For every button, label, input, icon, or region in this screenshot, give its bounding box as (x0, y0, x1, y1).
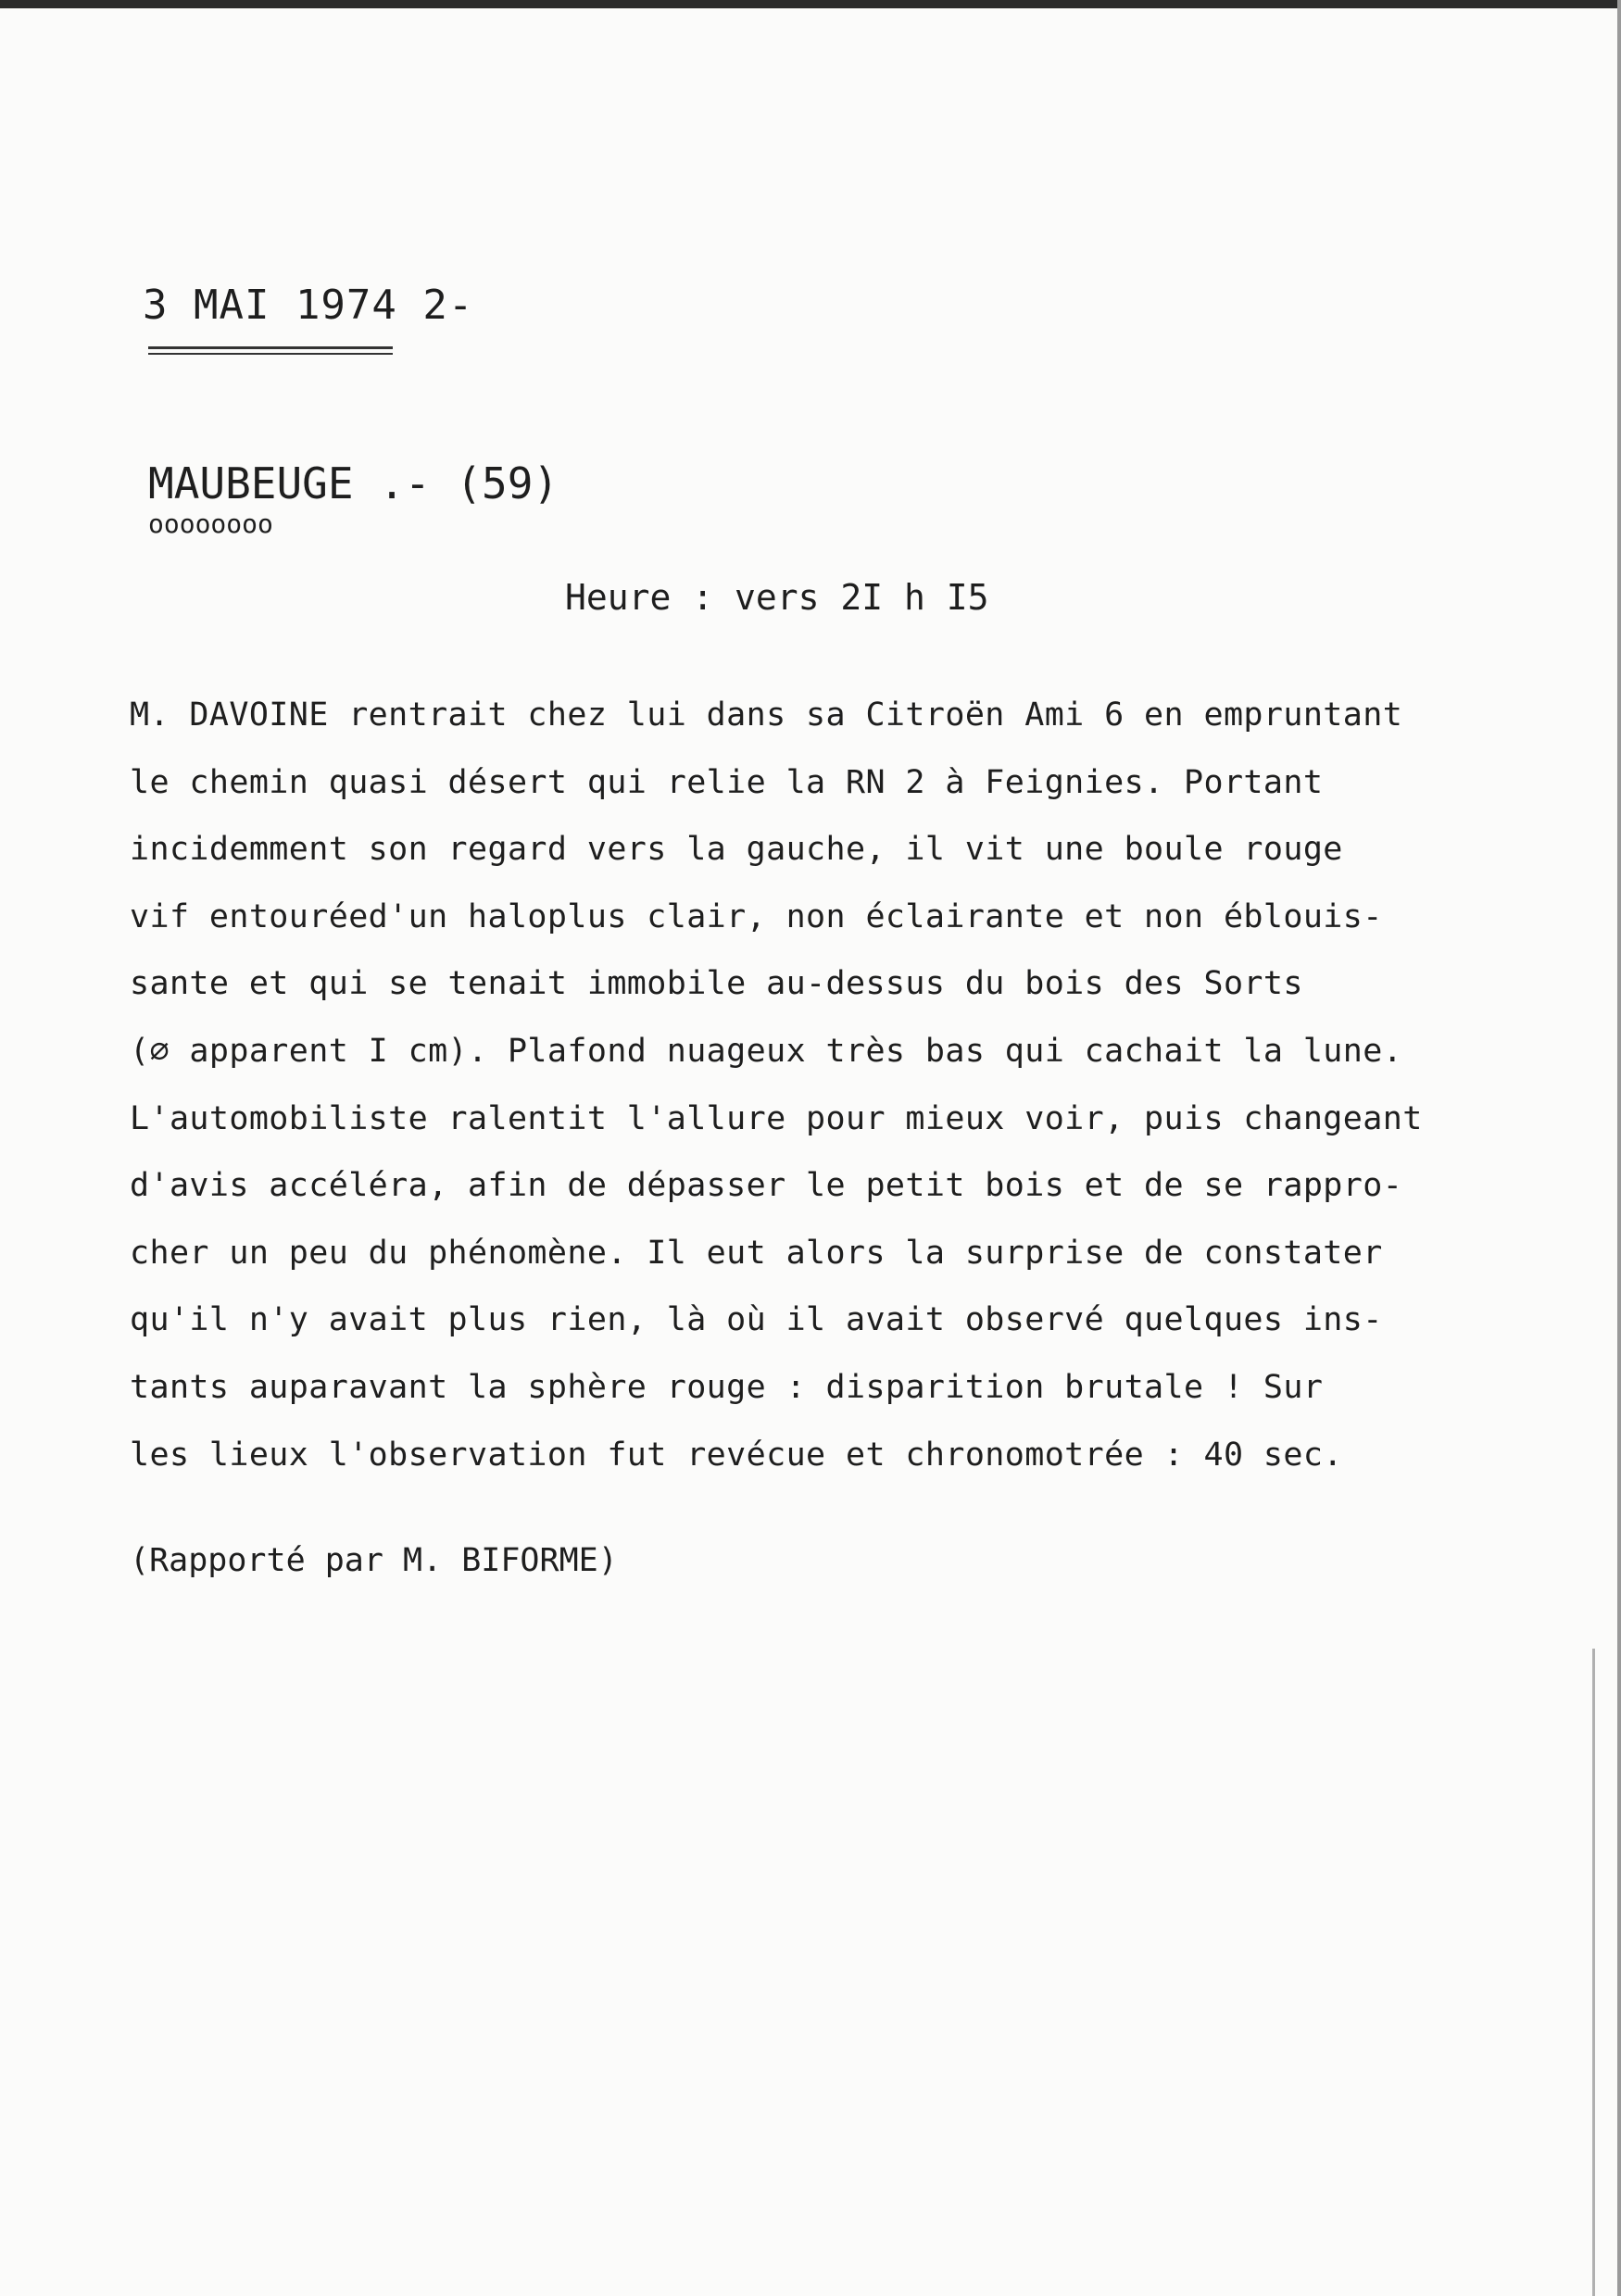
report-line: M. DAVOINE rentrait chez lui dans sa Citroën Ami 6 en empruntant (130, 696, 1403, 734)
report-line: incidemment son regard vers la gauche, il vit une boule rouge (130, 831, 1343, 869)
report-line: qu'il n'y avait plus rien, là où il avait observé quelques ins- (130, 1301, 1383, 1339)
report-line: (∅ apparent I cm). Plafond nuageux très bas qui cachait la lune. (130, 1032, 1403, 1070)
report-line: tants auparavant la sphère rouge : disparition brutale ! Sur (130, 1368, 1324, 1406)
location-heading: MAUBEUGE .- (59) (148, 458, 559, 508)
report-line: d'avis accéléra, afin de dépasser le petit bois et de se rappro- (130, 1167, 1403, 1205)
report-line: le chemin quasi désert qui relie la RN 2 à Feignies. Portant (130, 763, 1324, 801)
report-line: les lieux l'observation fut revécue et chronomotrée : 40 sec. (130, 1436, 1343, 1474)
document-date: 3 MAI 1974 2- (143, 282, 474, 329)
report-line: vif entouréed'un haloplus clair, non éclairante et non éblouis- (130, 897, 1383, 935)
report-line: L'automobiliste ralentit l'allure pour mieux voir, puis changeant (130, 1099, 1423, 1137)
location-ornament: oooooooo (148, 508, 273, 539)
page-right-edge (1617, 0, 1621, 2296)
page-top-edge (0, 0, 1621, 8)
observation-time: Heure : vers 2I h I5 (565, 577, 989, 618)
date-underline (148, 346, 393, 355)
page-fold-line (1592, 1649, 1595, 2296)
report-line: cher un peu du phénomène. Il eut alors la surprise de constater (130, 1234, 1383, 1272)
report-body (130, 682, 1556, 1488)
report-source: (Rapporté par M. BIFORME) (130, 1542, 618, 1579)
report-line: sante et qui se tenait immobile au-dessus du bois des Sorts (130, 965, 1303, 1003)
